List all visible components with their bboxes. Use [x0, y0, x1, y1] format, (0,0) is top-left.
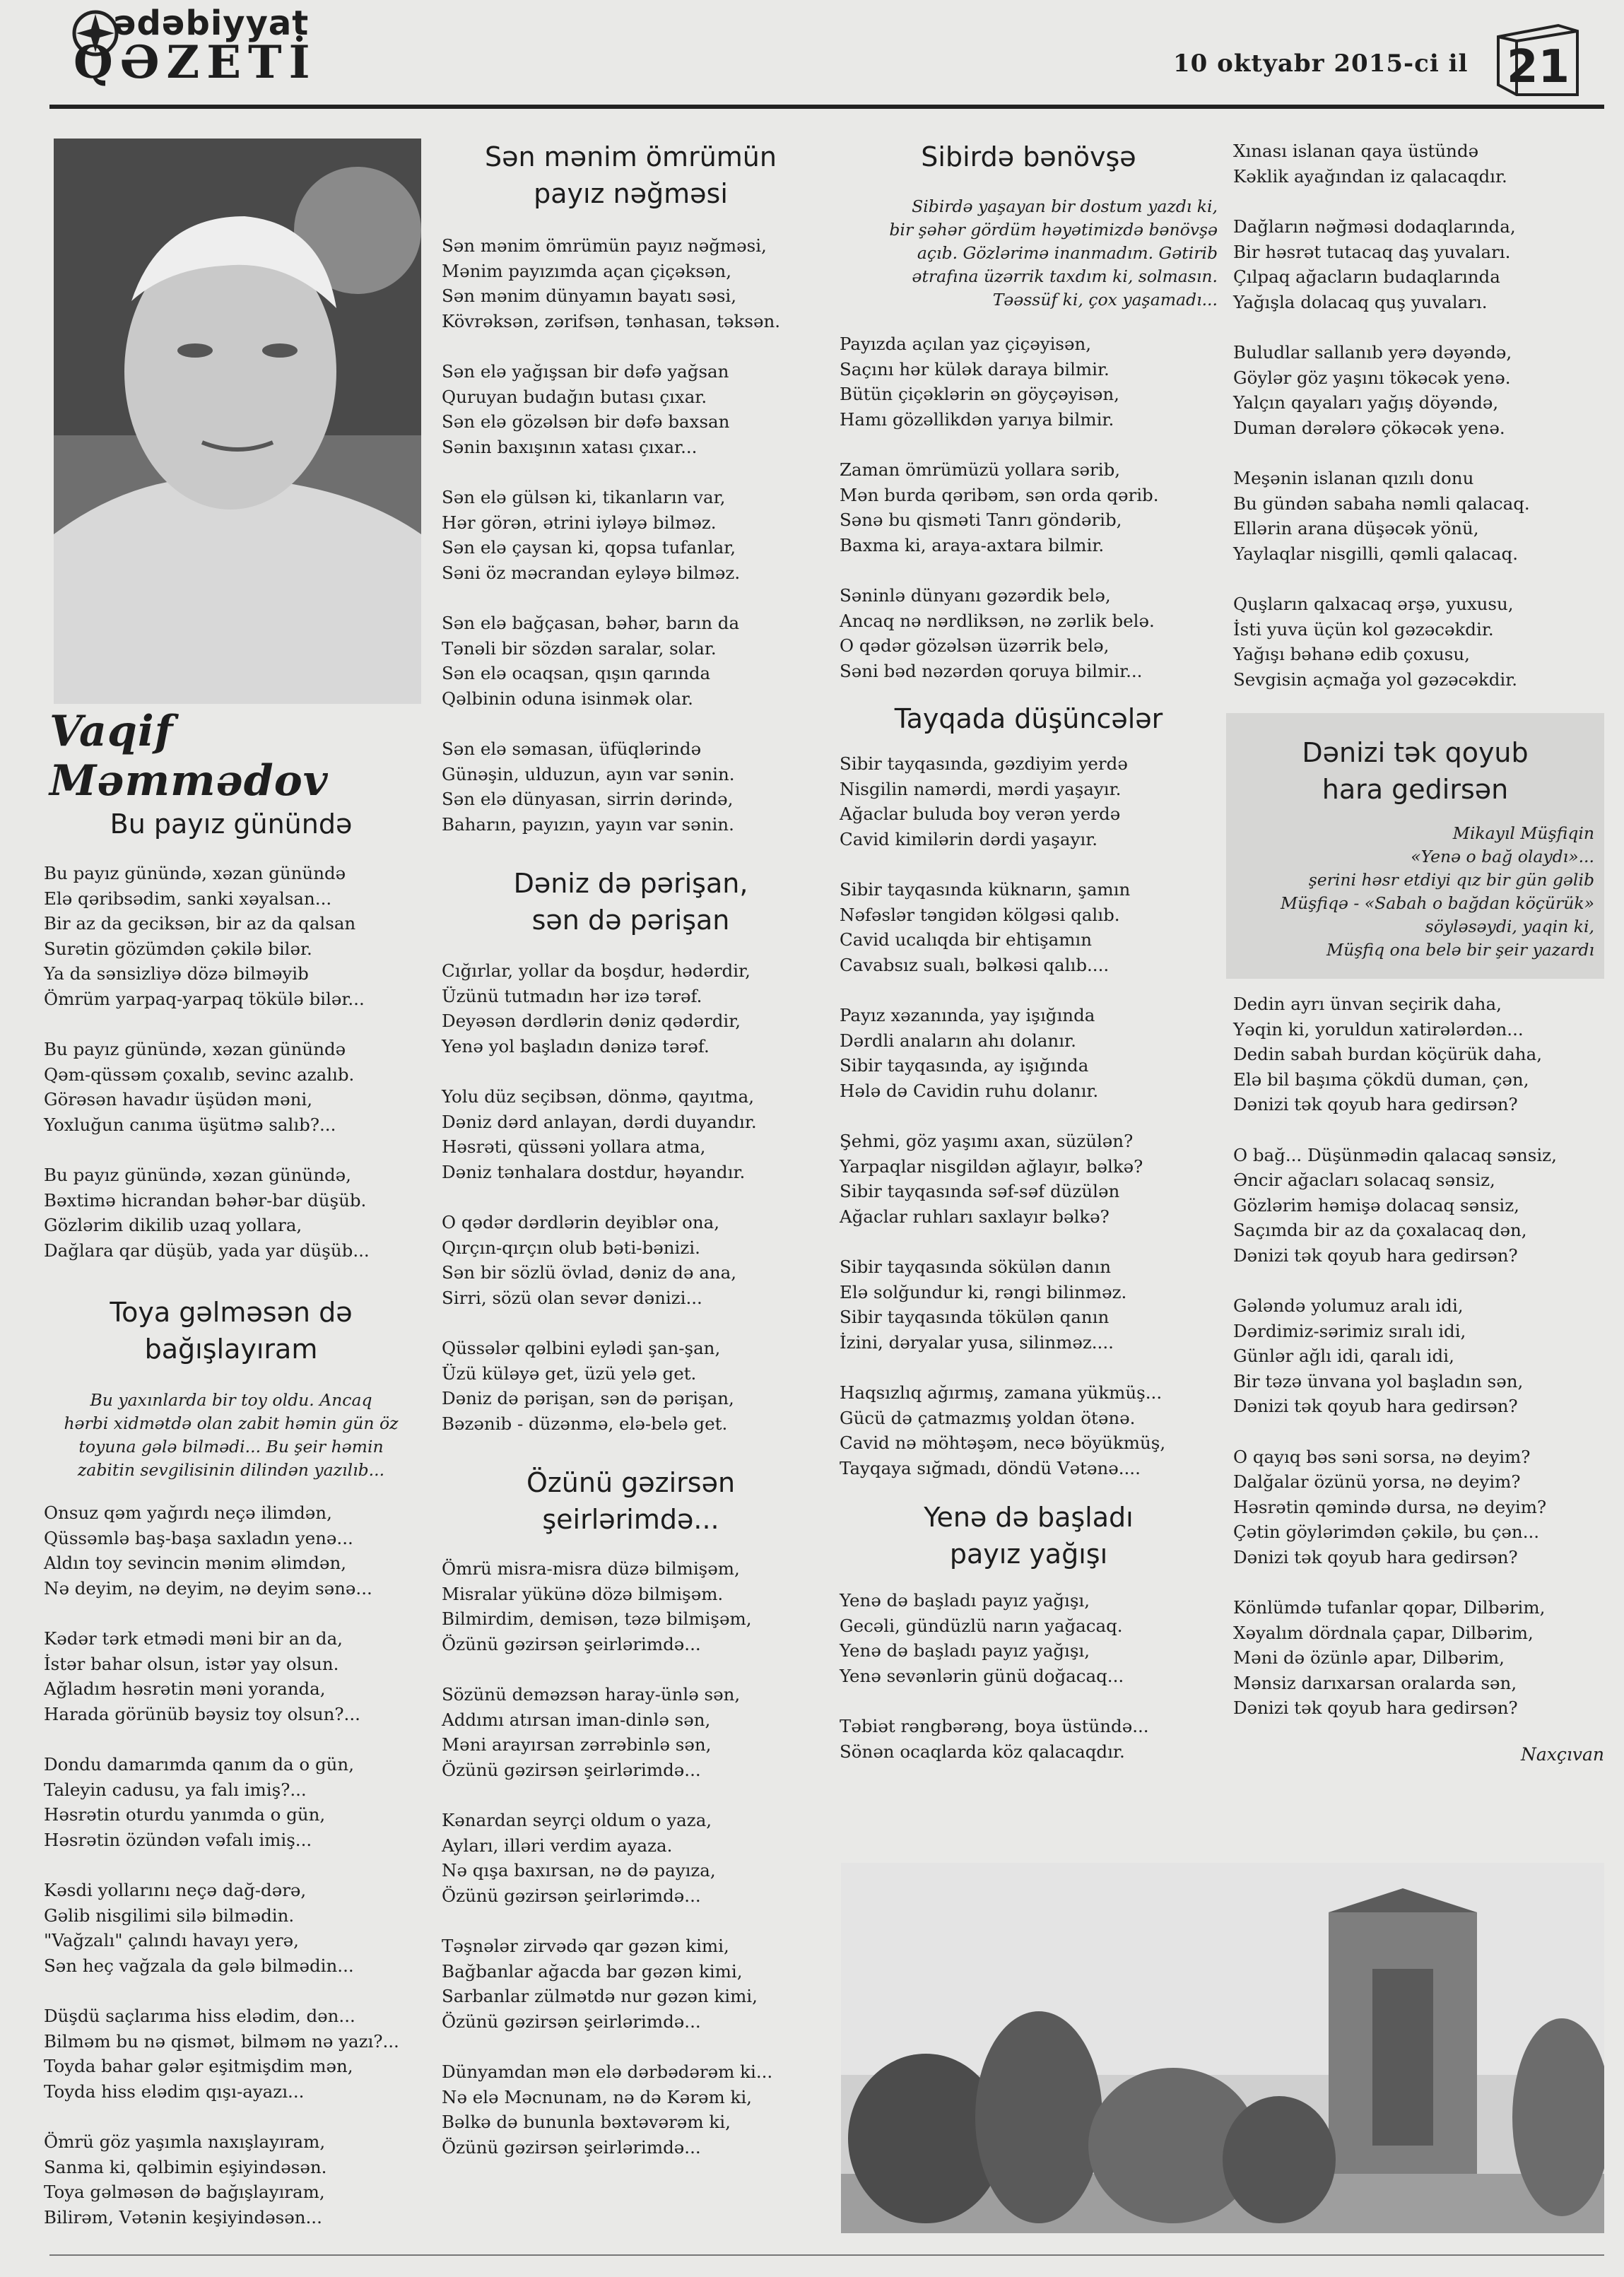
newspaper-masthead	[73, 4, 328, 89]
poem-stanza: Kədər tərk etmədi məni bir an da, İstər bahar olsun, istər yay olsun. Ağladım həsrətin məni yoranda, Harada görünüb bəysiz toy olsun?...	[44, 1628, 360, 1724]
poem-stanza: Cığırlar, yollar da boşdur, hədərdir, Üzünü tutmadın hər izə tərəf. Deyəsən dərdlərin dəniz qədərdir, Yenə yol başladın dənizə tərəf.	[442, 960, 751, 1057]
poem-stanza: Təşnələr zirvədə qar gəzən kimi, Bağbanlar ağacda bar gəzən kimi, Sarbanlar zülmətdə nur gəzən kimi, Özünü gəzirsən şeirlərimdə...	[442, 1936, 758, 2032]
poem-intro-box	[1226, 713, 1604, 979]
poem-stanza: Dünyamdan mən elə dərbədərəm ki... Nə elə Məcnunam, nə də Kərəm ki, Bəlkə də bununla bəxtəvərəm ki, Özünü gəzirsən şeirlərimdə...	[442, 2061, 773, 2158]
poem-stanza: Ömrü göz yaşımla naxışlayıram, Sanma ki, qəlbimin eşiyindəsən. Toya gəlməsən də bağışlayıram, Bilirəm, Vətənin keşiyindəsən...	[44, 2131, 327, 2228]
poem-stanza: Bu payız günündə, xəzan günündə, Bəxtimə hicrandan bəhər-bar düşüb. Gözlərim dikilib uzaq yollara, Dağlara qar düşüb, yada yar düşüb...	[44, 1165, 370, 1261]
poem-stanza: Zaman ömrümüzü yollara sərib, Mən burda qəribəm, sən orda qərib. Sənə bu qisməti Tanrı göndərib, Baxma ki, araya-axtara bilmir.	[840, 459, 1159, 555]
poem-stanza: Dağların nəğməsi dodaqlarında, Bir həsrət tutacaq daş yuvaları. Çılpaq ağacların budaqlarında Yağışla dolacaq quş yuvaları.	[1233, 216, 1516, 312]
poem-stanza: Sibir tayqasında, gəzdiyim yerdə Nisgilin namərdi, mərdi yaşayır. Ağaclar buluda boy verən yerdə Cavid kimilərin dərdi yaşayır.	[840, 753, 1128, 849]
poem-stanza: Sən elə gülsən ki, tikanların var, Hər görən, ətrini iyləyə bilməz. Sən elə çaysan ki, qopsa tufanlar, Səni öz məcrandan eyləyə bilməz.	[442, 487, 741, 583]
page-number-box	[1491, 16, 1583, 99]
poem-stanza: Quşların qalxacaq ərşə, yuxusu, İsti yuva üçün kol gəzəcəkdir. Yağışı bəhanə edib çoxusu, Sevgisin açmağa yol gəzəcəkdir.	[1233, 594, 1518, 690]
issue-date: 10 oktyabr 2015-ci il	[1173, 49, 1469, 78]
poem-stanza: Payızda açılan yaz çiçəyisən, Saçını hər külək daraya bilmir. Bütün çiçəklərin ən göyçəyisən, Hamı gözəllikdən yarıya bilmir.	[840, 334, 1119, 430]
poem-stanza: O qayıq bəs səni sorsa, nə deyim? Dalğalar özünü yorsa, nə deyim? Həsrətin qəmində dursa, nə deyim? Çətin göylərimdən çəkilə, bu çən... Dənizi tək qoyub hara gedirsən?	[1233, 1446, 1547, 1567]
poem-stanza: Xınası islanan qaya üstündə Kəklik ayağından iz qalacaqdır.	[1233, 141, 1507, 187]
poem-stanza: Təbiət rəngbərəng, boya üstündə... Sönən ocaqlarda köz qalacaqdır.	[840, 1716, 1149, 1762]
poem-stanza: O bağ... Düşünmədin qalacaq sənsiz, Əncir ağacları solacaq sənsiz, Gözlərim həmişə dolacaq sənsiz, Saçımda bir az da çoxalacaq dən, Dənizi tək qoyub hara gedirsən?	[1233, 1144, 1557, 1266]
poem-title: Bu payız günündə	[110, 808, 353, 840]
poem-title: Toya gəlməsən də bağışlayıram	[110, 1297, 353, 1365]
poem-stanza: Sən mənim ömrümün payız nəğməsi, Mənim payızımda açan çiçəksən, Sən mənim dünyamın bayatı səsi, Kövrəksən, zərifsən, tənhasan, təksən.	[442, 235, 781, 331]
author-signature: Vaqif Məmmədov	[49, 707, 329, 806]
poem-stanza: Buludlar sallanıb yerə dəyəndə, Göylər göz yaşını tökəcək yenə. Yalçın qayaları yağış döyəndə, Duman dərələrə çökəcək yenə.	[1233, 342, 1512, 438]
poem-stanza: Dedin ayrı ünvan seçirik daha, Yəqin ki, yoruldun xatirələrdən... Dedin sabah burdan köçürük daha, Elə bil başıma çökdü duman, çən, Dənizi tək qoyub hara gedirsən?	[1233, 994, 1542, 1114]
column-3-poems	[840, 139, 1218, 1789]
column-4-poems	[1233, 139, 1604, 1767]
poem-stanza: Onsuz qəm yağırdı neçə ilimdən, Qüssəmlə baş-başa saxladın yenə... Aldın toy sevincin mənim əlimdən, Nə deyim, nə deyim, nə deyim sənə...	[44, 1502, 372, 1599]
poem-stanza: Bu payız günündə, xəzan günündə Qəm-qüssəm çoxalıb, sevinc azalıb. Görəsən havadır üşüdən məni, Yoxluğun canıma üşütmə salıb?...	[44, 1039, 355, 1135]
poem-title: Özünü gəzirsən şeirlərimdə...	[526, 1467, 736, 1535]
poem-stanza: Sibir tayqasında küknarın, şamın Nəfəslər təngidən kölgəsi qalıb. Cavid ucalıqda bir ehtişamın Cavabsız sualı, bəlkəsi qalıb....	[840, 879, 1131, 975]
masthead-rule	[49, 105, 1604, 109]
poem-epigraph: Bu yaxınlarda bir toy oldu. Ancaq hərbi xidmətdə olan zabit həmin gün öz toyuna gələ bilmədi... Bu şeir həmin zabitin sevgilisinin dilindən yazılıb...	[64, 1390, 399, 1480]
poem-stanza: Qüssələr qəlbini eylədi şan-şan, Üzü küləyə get, üzü yelə get. Dəniz də pərişan, sən də pərişan, Bəzənib - düzənmə, elə-belə get.	[442, 1338, 734, 1434]
column-1-poems	[44, 806, 418, 2255]
poem-stanza: Yenə də başladı payız yağışı, Gecəli, gündüzlü narın yağacaq. Yenə də başladı payız yağışı, Yenə sevənlərin günü doğacaq...	[840, 1590, 1124, 1686]
masthead-top: ədəbiyyat	[113, 4, 310, 43]
poem-title: Yenə də başladı payız yağışı	[924, 1502, 1134, 1570]
poem-stanza: Haqsızlıq ağırmış, zamana yükmüş... Gücü də çatmazmış yoldan ötənə. Cavid nə möhtəşəm, necə böyükmüş, Tayqaya sığmadı, döndü Vətənə....	[840, 1382, 1166, 1478]
mausoleum-photo	[841, 1863, 1604, 2233]
poem-stanza: Sən elə yağışsan bir dəfə yağsan Quruyan budağın butası çıxar. Sən elə gözəlsən bir dəfə baxsan Sənin baxışının xatası çıxar...	[442, 361, 730, 457]
column-2-poems	[442, 139, 820, 2185]
poem-title: Tayqada düşüncələr	[894, 703, 1163, 734]
poem-title: Dəniz də pərişan, sən də pərişan	[513, 868, 748, 936]
poem-stanza: Payız xəzanında, yay işığında Dərdli anaların ahı dolanır. Sibir tayqasında, ay işığında Hələ də Cavidin ruhu dolanır.	[840, 1005, 1099, 1101]
poem-stanza: Meşənin islanan qızılı donu Bu gündən sabaha nəmli qalacaq. Ellərin arana düşəcək yönü, Yaylaqlar nisgilli, qəmli qalacaq.	[1233, 468, 1530, 564]
masthead-bottom: QƏZETİ	[73, 36, 317, 89]
poem-place: Naxçıvan	[1520, 1743, 1604, 1765]
poem-stanza: Şehmi, göz yaşımı axan, süzülən? Yarpaqlar nisgildən ağlayır, bəlkə? Sibir tayqasında səf-səf düzülən Ağaclar ruhları saxlayır bəlkə?	[840, 1131, 1143, 1227]
page-number: 21	[1507, 41, 1570, 93]
poem-stanza: Bu payız günündə, xəzan günündə Elə qəribsədim, sanki xəyalsan... Bir az da geciksən, bir az da qalsan Surətin gözümdən çəkilə bilər. Ya da sənsizliyə dözə bilməyib Ömrüm yarpaq-yarpaq tökülə bilər...	[44, 863, 365, 1009]
poem-stanza: Ömrü misra-misra düzə bilmişəm, Misralar yükünə dözə bilmişəm. Bilmirdim, demisən, təzə bilmişəm, Özünü gəzirsən şeirlərimdə...	[442, 1558, 752, 1654]
poem-stanza: Səninlə dünyanı gəzərdik belə, Ancaq nə nərdliksən, nə zərlik belə. O qədər gözəlsən üzərrik belə, Səni bəd nəzərdən qoruya bilmir...	[840, 585, 1155, 681]
author-photo	[54, 139, 421, 704]
poem-stanza: Könlümdə tufanlar qopar, Dilbərim, Xəyalım dördnala çapar, Dilbərim, Məni də özünlə apar, Dilbərim, Mənsiz darıxarsan oralarda sən, Dənizi tək qoyub hara gedirsən?	[1233, 1597, 1546, 1718]
poem-epigraph: Mikayıl Müşfiqin «Yenə o bağ olaydı»... şerini həsr etdiyi qız bir gün gəlib Müşfiqə - «Sabah o bağdan köçürük» söyləsəydi, yaqin ki, Müşfiq ona belə bir şeir yazardı	[1281, 823, 1594, 960]
poem-stanza: Sən elə bağçasan, bəhər, barın da Tənəli bir sözdən saralar, solar. Sən elə ocaqsan, qışın qarında Qəlbinin oduna isinmək olar.	[442, 613, 740, 709]
poem-stanza: Düşdü saçlarıma hiss elədim, dən... Bilməm bu nə qismət, bilməm nə yazı?... Toyda bahar gələr eşitmişdim mən, Toyda hiss elədim qışı-ayazı...	[44, 2006, 399, 2102]
poem-stanza: O qədər dərdlərin deyiblər ona, Qırçın-qırçın olub bəti-bənizi. Sən bir sözlü övlad, dəniz də ana, Sirri, sözü olan sevər dənizi...	[442, 1212, 737, 1308]
poem-title: Sən mənim ömrümün payız nəğməsi	[485, 141, 777, 209]
poem-title: Dənizi tək qoyub hara gedirsən	[1302, 737, 1529, 805]
poem-epigraph: Sibirdə yaşayan bir dostum yazdı ki, bir şəhər gördüm həyətimizdə bənövşə açıb. Gözlərimə inanmadım. Gətirib ətrafına üzərrik taxdım ki, solmasın. Təəssüf ki, çox yaşamadı...	[889, 196, 1218, 310]
footer-rule	[49, 2254, 1604, 2256]
poem-stanza: Kəsdi yollarını neçə dağ-dərə, Gəlib nisgilimi silə bilmədin. "Vağzalı" çalındı havayı yerə, Sən heç vağzala da gələ bilmədin...	[44, 1880, 354, 1976]
poem-stanza: Sən elə səmasan, üfüqlərində Günəşin, ulduzun, ayın var sənin. Sən elə dünyasan, sirrin dərində, Baharın, payızın, yayın var sənin.	[442, 739, 735, 835]
poem-stanza: Yolu düz seçibsən, dönmə, qayıtma, Dəniz dərd anlayan, dərdi duyandır. Həsrəti, qüssəni yollara atma, Dəniz tənhalara dostdur, həyandır.	[442, 1086, 757, 1182]
poem-title: Sibirdə bənövşə	[921, 141, 1136, 172]
poem-stanza: Dondu damarımda qanım da o gün, Taleyin cadusu, ya falı imiş?... Həsrətin oturdu yanımda o gün, Həsrətin özündən vəfalı imiş...	[44, 1754, 354, 1850]
poem-stanza: Sibir tayqasında sökülən danın Elə solğundur ki, rəngi bilinməz. Sibir tayqasında tökülən qanın İzini, dəryalar yusa, silinməz....	[840, 1257, 1127, 1353]
poem-stanza: Kənardan seyrçi oldum o yaza, Ayları, illəri verdim ayaza. Nə qışa baxırsan, nə də payıza, Özünü gəzirsən şeirlərimdə...	[442, 1810, 716, 1906]
poem-stanza: Sözünü deməzsən haray-ünlə sən, Addımı atırsan iman-dinlə sən, Məni arayırsan zərrəbinlə sən, Özünü gəzirsən şeirlərimdə...	[442, 1684, 741, 1780]
poem-stanza: Gələndə yolumuz aralı idi, Dərdimiz-sərimiz sıralı idi, Günlər ağlı idi, qaralı idi, Bir təzə ünvana yol başladın sən, Dənizi tək qoyub hara gedirsən?	[1233, 1295, 1524, 1416]
